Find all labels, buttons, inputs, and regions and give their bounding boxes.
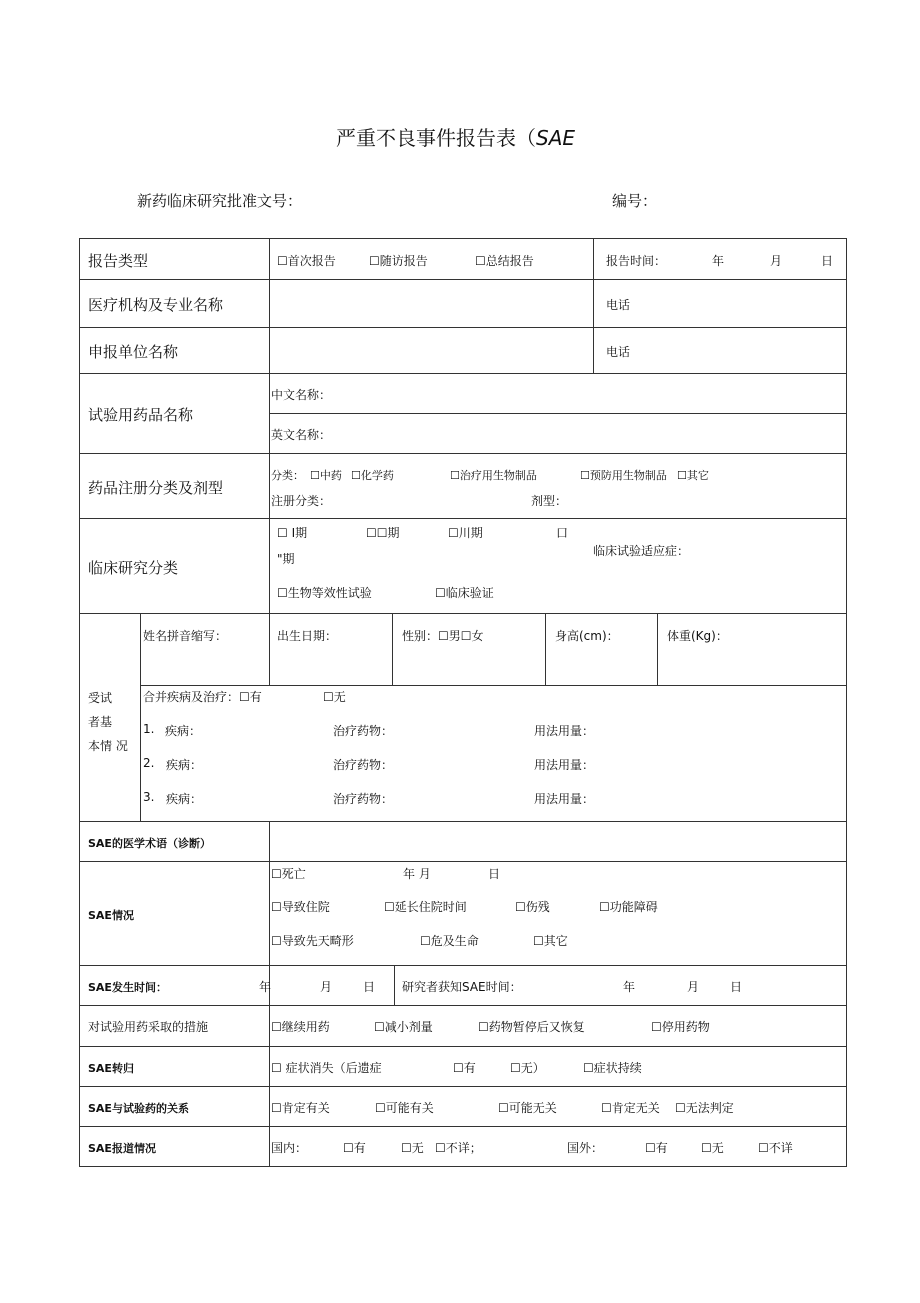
chemical-checkbox[interactable]: ☐化学药 [351, 469, 394, 482]
phase4-label: "期 [277, 552, 295, 566]
sex-checkbox[interactable]: 性别：☐男☐女 [402, 629, 484, 643]
comorbid-row-number: 1. [143, 722, 155, 736]
report-year-label: 年 [712, 254, 725, 268]
dob-label: 出生日期： [277, 629, 338, 643]
prolonged-hospitalization-checkbox[interactable]: ☐延长住院时间 [384, 900, 467, 914]
english-name-label: 英文名称： [271, 428, 332, 442]
domestic-yes-checkbox[interactable]: ☐有 [343, 1141, 366, 1155]
definitely-unrelated-checkbox[interactable]: ☐肯定无关 [601, 1101, 660, 1115]
class-label: 分类： [271, 469, 304, 482]
page-title: 严重不良事件报告表（SAE [336, 126, 576, 150]
initial-report-checkbox[interactable]: ☐首次报告 [277, 254, 336, 268]
subject-label-2: 者基 [88, 715, 113, 729]
comorbid-usage-label: 用法用量： [534, 724, 595, 738]
summary-report-checkbox[interactable]: ☐总结报告 [475, 254, 534, 268]
occurrence-month-label: 月 [320, 980, 333, 994]
functional-impairment-checkbox[interactable]: ☐功能障碍 [599, 900, 658, 914]
undetermined-checkbox[interactable]: ☐无法判定 [675, 1101, 734, 1115]
subject-label-3: 本情 况 [88, 739, 128, 753]
sae-status-label: SAE情况 [88, 909, 134, 922]
comorbid-drug-label: 治疗药物： [333, 792, 394, 806]
awareness-year-label: 年 [623, 980, 636, 994]
indication-label: 临床试验适应症： [593, 544, 690, 558]
tcm-checkbox[interactable]: ☐中药 [310, 469, 342, 482]
comorbid-disease-label: 疾病： [166, 758, 203, 772]
report-month-label: 月 [770, 254, 783, 268]
comorbid-drug-label: 治疗药物： [333, 758, 394, 772]
therapeutic-bio-checkbox[interactable]: ☐治疗用生物制品 [450, 469, 537, 482]
weight-label: 体重(Kg)： [667, 629, 728, 643]
domestic-unknown-checkbox[interactable]: ☐不详； [435, 1141, 482, 1155]
dosage-form-label: 剂型： [531, 494, 568, 508]
comorbid-usage-label: 用法用量： [534, 792, 595, 806]
occurrence-year-label: 年 [259, 980, 272, 994]
registration-class-label: 注册分类： [271, 494, 332, 508]
drug-name-label: 试验用药品名称 [88, 406, 194, 424]
clinical-research-label: 临床研究分类 [88, 559, 179, 577]
comorbid-disease-label: 疾病： [166, 792, 203, 806]
international-label: 国外： [567, 1141, 604, 1155]
bioequivalence-checkbox[interactable]: ☐生物等效性试验 [277, 586, 372, 600]
measures-label: 对试验用药采取的措施 [88, 1020, 209, 1034]
applicant-label: 申报单位名称 [88, 343, 179, 361]
hospitalization-checkbox[interactable]: ☐导致住院 [271, 900, 330, 914]
death-checkbox[interactable]: ☐死亡 [271, 867, 306, 881]
occurrence-day-label: 日 [363, 980, 376, 994]
international-yes-checkbox[interactable]: ☐有 [645, 1141, 668, 1155]
phase1-checkbox[interactable]: ☐ I期 [277, 526, 308, 540]
comorbidity-yes-checkbox[interactable]: 合并疾病及治疗：☐有 [143, 690, 262, 704]
symptoms-persist-checkbox[interactable]: ☐症状持续 [583, 1061, 642, 1075]
comorbidity-no-checkbox[interactable]: ☐无 [323, 690, 346, 704]
death-day-label: 日 [488, 867, 501, 881]
report-type-label: 报告类型 [88, 252, 149, 270]
comorbid-drug-label: 治疗药物： [333, 724, 394, 738]
phase4-checkbox[interactable]: 口 [556, 526, 569, 540]
symptoms-resolved-checkbox[interactable]: ☐ 症状消失（后遗症 [271, 1061, 382, 1075]
approval-number-label: 新药临床研究批准文号： [137, 192, 303, 210]
relation-label: SAE与试验药的关系 [88, 1102, 189, 1115]
sae-term-label: SAE的医学术语（诊断） [88, 837, 211, 850]
institution-label: 医疗机构及专业名称 [88, 296, 224, 314]
institution-phone-label: 电话 [606, 298, 631, 312]
height-label: 身高(cm)： [555, 629, 619, 643]
form-number-label: 编号： [612, 192, 658, 210]
reduce-dose-checkbox[interactable]: ☐减小剂量 [374, 1020, 433, 1034]
clinical-verification-checkbox[interactable]: ☐临床验证 [435, 586, 494, 600]
comorbid-row-number: 3. [143, 790, 155, 804]
report-time-label: 报告时间： [606, 254, 667, 268]
registration-label: 药品注册分类及剂型 [88, 479, 224, 497]
possibly-related-checkbox[interactable]: ☐可能有关 [375, 1101, 434, 1115]
reporting-label: SAE报道情况 [88, 1142, 156, 1155]
international-no-checkbox[interactable]: ☐无 [701, 1141, 724, 1155]
other-class-checkbox[interactable]: ☐其它 [677, 469, 709, 482]
possibly-unrelated-checkbox[interactable]: ☐可能无关 [498, 1101, 557, 1115]
life-threatening-checkbox[interactable]: ☐危及生命 [420, 934, 479, 948]
death-year-month-label: 年 月 [403, 867, 431, 881]
applicant-phone-label: 电话 [606, 345, 631, 359]
phase3-checkbox[interactable]: ☐川期 [448, 526, 483, 540]
awareness-day-label: 日 [730, 980, 743, 994]
phase2-checkbox[interactable]: ☐☐期 [366, 526, 400, 540]
international-unknown-checkbox[interactable]: ☐不详 [758, 1141, 793, 1155]
domestic-label: 国内： [271, 1141, 308, 1155]
preventive-bio-checkbox[interactable]: ☐预防用生物制品 [580, 469, 667, 482]
subject-label-1: 受试 [88, 691, 113, 705]
congenital-anomaly-checkbox[interactable]: ☐导致先天畸形 [271, 934, 354, 948]
domestic-no-checkbox[interactable]: ☐无 [401, 1141, 424, 1155]
continue-medication-checkbox[interactable]: ☐继续用药 [271, 1020, 330, 1034]
sae-occurrence-time-label: SAE发生时间： [88, 981, 167, 994]
chinese-name-label: 中文名称： [271, 388, 332, 402]
sequelae-no-checkbox[interactable]: ☐无） [510, 1061, 545, 1075]
awareness-time-label: 研究者获知SAE时间： [402, 980, 522, 994]
comorbid-disease-label: 疾病： [165, 724, 202, 738]
comorbid-row-number: 2. [143, 756, 155, 770]
initials-label: 姓名拼音缩写： [143, 629, 228, 643]
outcome-label: SAE转归 [88, 1062, 134, 1075]
other-status-checkbox[interactable]: ☐其它 [533, 934, 568, 948]
report-day-label: 日 [821, 254, 834, 268]
pause-resume-checkbox[interactable]: ☐药物暂停后又恢复 [478, 1020, 585, 1034]
disability-checkbox[interactable]: ☐伤残 [515, 900, 550, 914]
definitely-related-checkbox[interactable]: ☐肯定有关 [271, 1101, 330, 1115]
followup-report-checkbox[interactable]: ☐随访报告 [369, 254, 428, 268]
sequelae-yes-checkbox[interactable]: ☐有 [453, 1061, 476, 1075]
comorbid-usage-label: 用法用量： [534, 758, 595, 772]
stop-medication-checkbox[interactable]: ☐停用药物 [651, 1020, 710, 1034]
awareness-month-label: 月 [687, 980, 700, 994]
